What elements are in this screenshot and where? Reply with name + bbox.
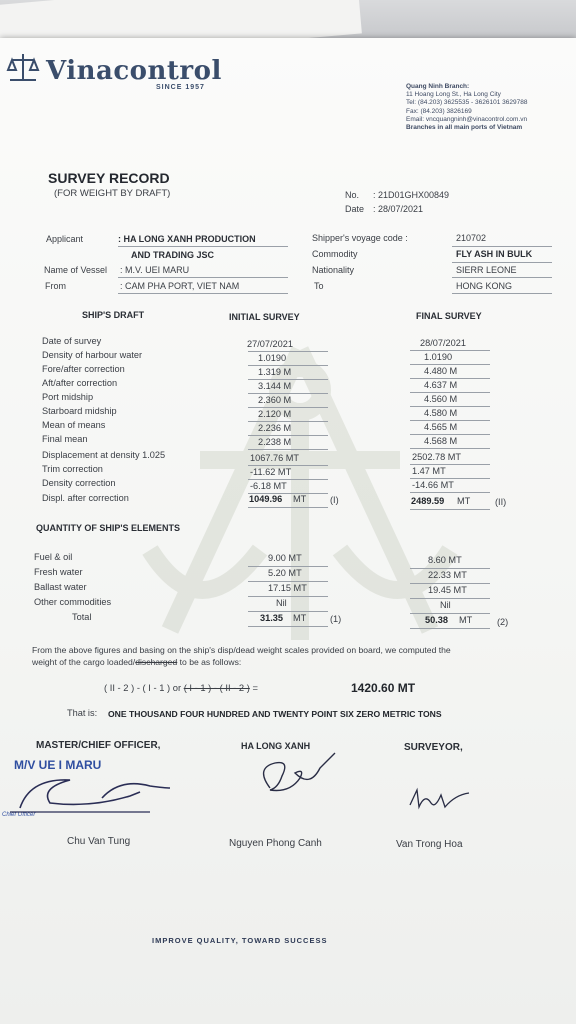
applicant-value-1: : HA LONG XANH PRODUCTION	[118, 234, 256, 244]
branch-line-4: Email: vncquangninh@vinacontrol.com.vn	[406, 115, 528, 123]
divider	[410, 448, 490, 449]
branch-line-1: 11 Hoang Long St., Ha Long City	[406, 91, 501, 99]
draft-row-initial: 1.319 M	[258, 367, 292, 377]
draft-row-final: 4.637 M	[424, 380, 458, 390]
divider	[410, 598, 490, 599]
draft-row-final: 2502.78 MT	[412, 452, 462, 462]
draft-row-initial: 1067.76 MT	[250, 453, 300, 463]
divider	[452, 262, 552, 263]
divider	[410, 464, 490, 465]
displ-final-unit: MT	[457, 496, 471, 506]
voyage-label: Shipper's voyage code :	[312, 233, 408, 243]
cargo-weight-result: 1420.60 MT	[351, 681, 416, 695]
that-is-value: ONE THOUSAND FOUR HUNDRED AND TWENTY POINT SIX ZERO METRIC TONS	[108, 709, 442, 719]
initial-survey-header: INITIAL SURVEY	[229, 312, 300, 322]
draft-row-final: 28/07/2021	[420, 338, 466, 348]
divider	[248, 581, 328, 582]
displ-initial-unit: MT	[293, 494, 307, 504]
element-row-initial: 17.15 MT	[268, 583, 307, 593]
draft-row-final: 4.480 M	[424, 366, 458, 376]
record-date-value: : 28/07/2021	[373, 204, 424, 214]
divider	[248, 465, 328, 466]
divider	[248, 379, 328, 380]
draft-row-initial: -6.18 MT	[250, 481, 287, 491]
computation-text-1: From the above figures and basing on the ship's disp/dead weight scales provided on board, we computed the	[32, 645, 451, 655]
master-name: Chu Van Tung	[67, 836, 131, 847]
divider	[410, 364, 490, 365]
divider	[410, 420, 490, 421]
that-is-label: That is:	[67, 708, 98, 718]
draft-row-initial: 2.360 M	[258, 395, 292, 405]
divider	[452, 246, 552, 247]
element-row-initial: 9.00 MT	[268, 553, 302, 563]
divider	[248, 407, 328, 408]
surveyor-label: SURVEYOR,	[404, 742, 463, 753]
branch-info	[406, 83, 527, 132]
element-row-label: Other commodities	[34, 597, 112, 607]
draft-row-final: 4.568 M	[424, 436, 458, 446]
divider	[248, 393, 328, 394]
draft-row-initial: 2.238 M	[258, 437, 292, 447]
formula	[104, 682, 258, 693]
divider	[410, 613, 490, 614]
from-label: From	[45, 281, 66, 291]
element-row-final: 19.45 MT	[428, 585, 467, 595]
displ-final-mark: (II)	[495, 497, 507, 507]
element-row-label: Ballast water	[34, 582, 87, 592]
draft-row-label: Displacement at density 1.025	[42, 450, 166, 460]
displ-initial-mark: (I)	[330, 495, 339, 505]
company-label: HA LONG XANH	[241, 741, 311, 751]
draft-row-label: Fore/after correction	[42, 364, 125, 374]
divider	[248, 596, 328, 597]
branch-line-0: Quang Ninh Branch:	[406, 83, 470, 90]
brand-since: SINCE 1957	[156, 84, 205, 91]
computation-text-2a: weight of the cargo loaded/	[32, 657, 136, 667]
computation-text-2	[32, 657, 241, 667]
total-initial: 31.35	[260, 613, 283, 623]
computation-text-strike: discharged	[135, 657, 178, 667]
divider	[248, 351, 328, 352]
divider	[452, 293, 552, 294]
divider	[410, 350, 490, 351]
ship-stamp: M/V UE I MARU	[14, 758, 102, 772]
element-row-label: Fresh water	[34, 567, 83, 577]
total-final: 50.38	[425, 615, 448, 625]
draft-row-label: Final mean	[42, 434, 88, 444]
draft-row-label: Density of harbour water	[42, 350, 143, 360]
company-name: Nguyen Phong Canh	[229, 838, 322, 849]
divider	[410, 378, 490, 379]
divider	[410, 509, 490, 510]
divider	[410, 478, 490, 479]
draft-row-final: -14.66 MT	[412, 480, 454, 490]
draft-row-label: Trim correction	[42, 464, 103, 474]
company-signature	[250, 748, 340, 808]
element-row-final: Nil	[440, 600, 451, 610]
divider	[248, 611, 328, 612]
surveyor-name: Van Trong Hoa	[396, 839, 463, 850]
elements-heading: QUANTITY OF SHIP'S ELEMENTS	[36, 523, 180, 533]
applicant-value-2: AND TRADING JSC	[131, 250, 215, 260]
draft-row-label: Aft/after correction	[42, 378, 118, 388]
divider	[452, 277, 552, 278]
divider	[410, 406, 490, 407]
divider	[118, 293, 288, 294]
draft-row-label: Mean of means	[42, 420, 106, 430]
divider	[248, 421, 328, 422]
master-label: MASTER/CHIEF OFFICER,	[36, 740, 161, 751]
divider	[410, 628, 490, 629]
commodity-value: FLY ASH IN BULK	[456, 249, 533, 259]
total-initial-unit: MT	[293, 613, 307, 623]
divider	[410, 583, 490, 584]
element-row-initial: 5.20 MT	[268, 568, 302, 578]
brand-name: Vinacontrol	[46, 56, 222, 86]
divider	[248, 626, 328, 627]
formula-part-b: =	[249, 682, 258, 693]
final-survey-header: FINAL SURVEY	[416, 311, 482, 321]
divider	[248, 479, 328, 480]
to-label: To	[314, 281, 324, 291]
draft-row-label: Port midship	[42, 392, 94, 402]
draft-row-initial: 2.236 M	[258, 423, 292, 433]
vessel-value: : M.V. UEI MARU	[120, 265, 190, 275]
draft-row-label: Date of survey	[42, 336, 102, 346]
element-row-final: 8.60 MT	[428, 555, 462, 565]
draft-row-final: 4.580 M	[424, 408, 458, 418]
total-initial-mark: (1)	[330, 614, 342, 624]
displ-final: 2489.59	[411, 496, 445, 506]
divider	[248, 449, 328, 450]
surveyor-signature	[405, 785, 475, 815]
formula-part-a: ( II - 2 ) - ( I - 1 ) or	[104, 682, 184, 693]
divider	[118, 277, 288, 278]
master-signature	[10, 768, 200, 818]
total-final-unit: MT	[459, 615, 473, 625]
applicant-label: Applicant	[46, 234, 84, 244]
element-row-final: 22.33 MT	[428, 570, 467, 580]
draft-column-header: SHIP'S DRAFT	[82, 310, 145, 320]
nationality-value: SIERR LEONE	[456, 265, 517, 275]
commodity-label: Commodity	[312, 249, 358, 259]
record-no-value: : 21D01GHX00849	[373, 190, 450, 200]
divider	[248, 566, 328, 567]
element-row-label: Fuel & oil	[34, 552, 73, 562]
divider	[410, 434, 490, 435]
computation-text-2b: to be as follows:	[177, 657, 242, 667]
scale-logo-icon	[6, 52, 40, 84]
displ-label: Displ. after correction	[42, 493, 129, 503]
divider	[248, 435, 328, 436]
branch-line-5: Branches in all main ports of Vietnam	[406, 124, 523, 132]
total-final-mark: (2)	[497, 617, 509, 627]
draft-row-final: 4.565 M	[424, 422, 458, 432]
divider	[410, 568, 490, 569]
divider	[410, 492, 490, 493]
ship-stamp-sub: Chief Officer	[2, 812, 36, 818]
element-row-initial: Nil	[276, 598, 287, 608]
draft-row-initial: -11.62 MT	[250, 467, 292, 477]
from-value: : CAM PHA PORT, VIET NAM	[120, 281, 240, 291]
draft-row-initial: 1.0190	[258, 353, 287, 363]
divider	[118, 246, 288, 247]
draft-row-final: 1.0190	[424, 352, 453, 362]
to-value: HONG KONG	[456, 281, 513, 291]
page-title: SURVEY RECORD	[48, 170, 170, 186]
record-no-label: No.	[345, 190, 360, 200]
draft-row-initial: 27/07/2021	[247, 339, 293, 349]
vessel-label: Name of Vessel	[44, 265, 108, 275]
draft-row-label: Starboard midship	[42, 406, 117, 416]
divider	[248, 507, 328, 508]
total-label: Total	[72, 612, 92, 622]
page-subtitle: (FOR WEIGHT BY DRAFT)	[54, 188, 171, 199]
record-date-label: Date	[345, 204, 365, 214]
footer-slogan: IMPROVE QUALITY, TOWARD SUCCESS	[152, 936, 328, 945]
voyage-value: 210702	[456, 233, 487, 243]
draft-row-final: 4.560 M	[424, 394, 458, 404]
draft-row-initial: 3.144 M	[258, 381, 292, 391]
displ-initial: 1049.96	[249, 494, 283, 504]
draft-row-initial: 2.120 M	[258, 409, 292, 419]
formula-strike: ( I - 1 ) - ( II - 2 )	[183, 682, 250, 693]
divider	[248, 365, 328, 366]
draft-row-final: 1.47 MT	[412, 466, 446, 476]
nationality-label: Nationality	[312, 265, 355, 275]
divider	[410, 392, 490, 393]
branch-line-3: Fax: (84.203) 3826169	[406, 107, 472, 115]
branch-line-2: Tel: (84.203) 3625535 - 3626101 3629788	[406, 99, 528, 107]
draft-row-label: Density correction	[42, 478, 116, 488]
